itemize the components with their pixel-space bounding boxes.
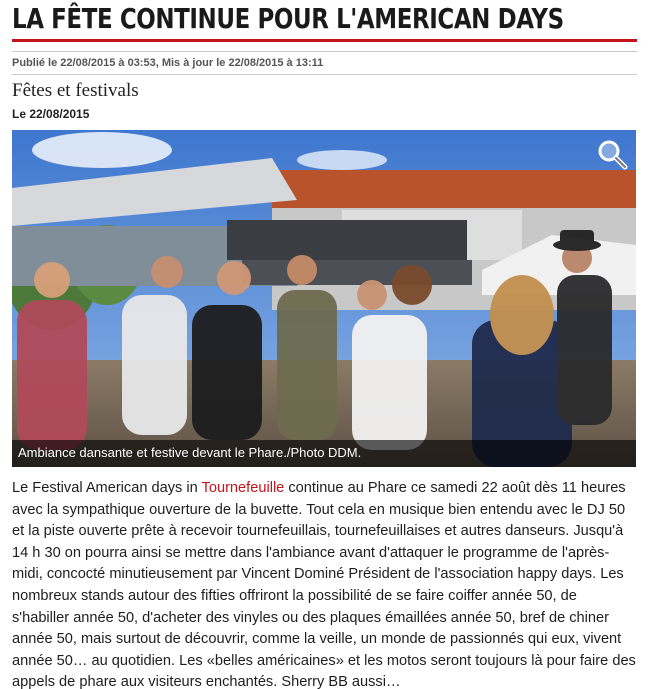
- headline-divider: [12, 39, 637, 42]
- article-rubric[interactable]: Fêtes et festivals: [12, 80, 139, 101]
- article-headline: LA FÊTE CONTINUE POUR L'AMERICAN DAYS: [12, 2, 564, 35]
- tournefeuille-link[interactable]: Tournefeuille: [201, 480, 285, 496]
- photo-illustration: [12, 130, 636, 467]
- meta-divider-top: [12, 51, 637, 52]
- meta-divider-bottom: [12, 74, 637, 75]
- photo-caption: Ambiance dansante et festive devant le Phare./Photo DDM.: [12, 440, 636, 467]
- article-photo[interactable]: [12, 130, 636, 467]
- magnifier-icon[interactable]: [596, 138, 628, 170]
- body-intro: Le Festival American days in: [12, 480, 202, 496]
- body-rest: continue au Phare ce samedi 22 août dès 11 heures avec la sympathique ouverture de la buvette. Tout cela en musique bien entendu avec le DJ 50 et la piste ouverte prête à recevoir tournefeuillais, tournefeuillaises et autres danseurs. Jusqu'à 14 h 30 on pourra ainsi se mettre dans l'ambiance avant d'attaquer le programme de l'après-midi, concocté minutieusement par Vincent Dominé Président de l'association happy days. Les nombreux stands autour des fifties offriront la possibilité de se faire coiffer année 50, de s'habiller année 50, d'acheter des vinyles ou des plaques émaillées année 50, bref de chiner année 50, mais surtout de découvrir, comme la veille, un monde de passionnés qui eux, vivent année 50… au quotidien. Les «belles américaines» et les motos seront toujours là pour faire des appels de phare aux visiteurs enchantés. Sherry BB aussi…: [12, 480, 636, 689]
- article-date: Le 22/08/2015: [12, 107, 90, 121]
- article-body: [12, 478, 638, 689]
- publication-meta: Publié le 22/08/2015 à 03:53, Mis à jour le 22/08/2015 à 13:11: [12, 57, 324, 69]
